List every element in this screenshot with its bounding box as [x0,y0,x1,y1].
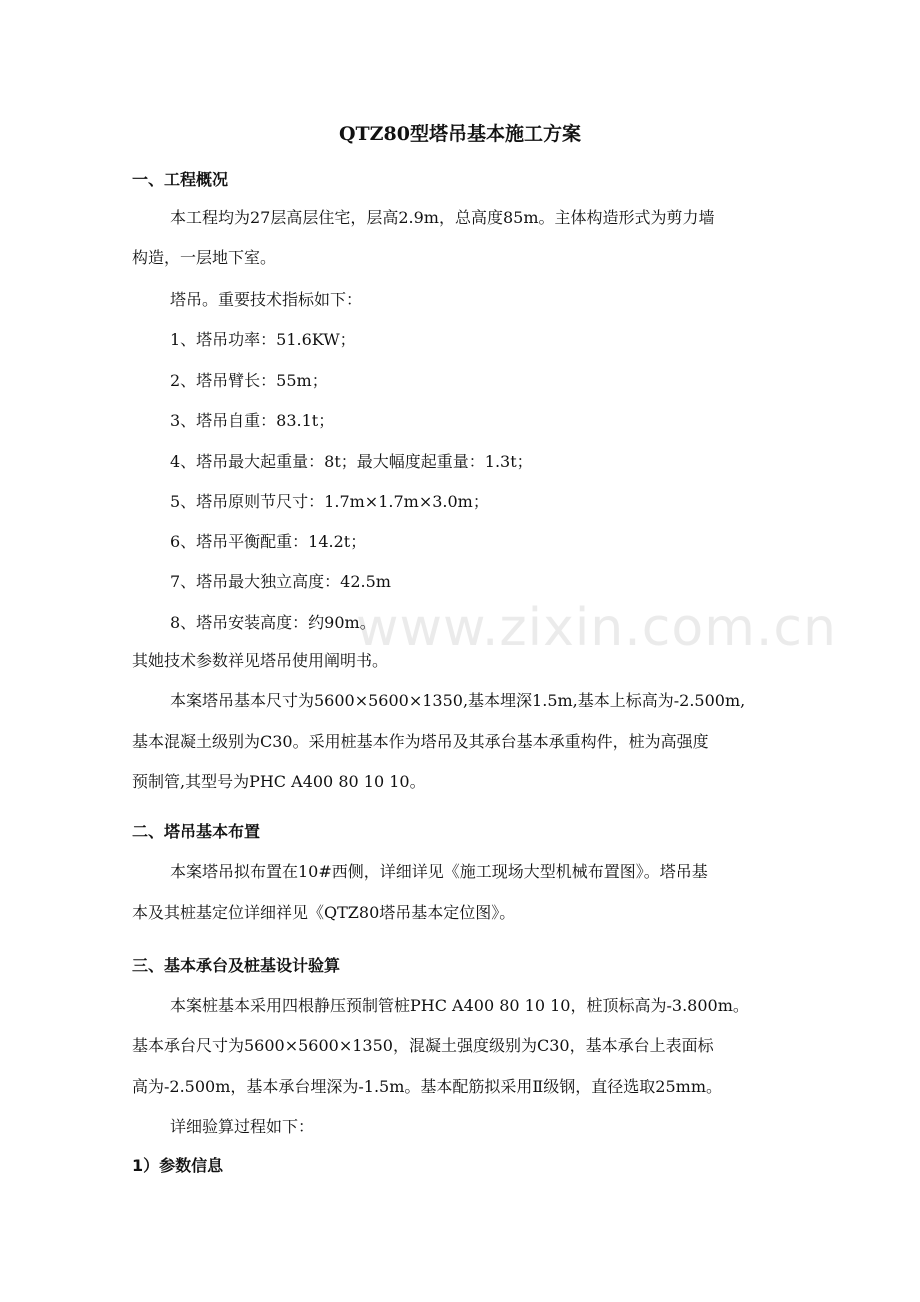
paragraph-line: 本案塔吊拟布置在10#西侧，详细详见《施工现场大型机械布置图》。塔吊基 [170,862,708,881]
spec-item: 3、塔吊自重：83.1t； [170,411,335,430]
paragraph-line: 本案塔吊基本尺寸为5600×5600×1350,基本埋深1.5m,基本上标高为-2.500m, [170,691,746,710]
document-title: QTZ80型塔吊基本施工方案 [338,123,581,145]
section-2-heading: 二、塔吊基本布置 [132,822,261,841]
spec-item: 1、塔吊功率：51.6KW； [170,330,356,349]
paragraph-line: 基本承台尺寸为5600×5600×1350，混凝土强度级别为C30，基本承台上表面标 [132,1036,714,1055]
paragraph-line: 构造，一层地下室。 [132,248,277,267]
spec-item: 5、塔吊原则节尺寸：1.7m×1.7m×3.0m； [170,492,489,511]
paragraph-line: 本工程均为27层高层住宅，层高2.9m，总高度85m。主体构造形式为剪力墙 [170,208,715,227]
paragraph-line: 高为-2.500m，基本承台埋深为-1.5m。基本配筋拟采用Ⅱ级钢，直径选取25mm。 [132,1077,722,1096]
section-1-heading: 一、工程概况 [132,170,229,189]
spec-item: 4、塔吊最大起重量：8t；最大幅度起重量：1.3t； [170,452,533,471]
spec-item: 2、塔吊臂长：55m； [170,371,328,390]
process-intro: 详细验算过程如下： [170,1117,315,1136]
watermark: www.zixin.com.cn [356,598,837,658]
other-params-line: 其她技术参数祥见塔吊使用阐明书。 [132,651,389,670]
spec-item: 7、塔吊最大独立高度：42.5m [170,572,391,591]
spec-item: 8、塔吊安装高度：约90m。 [170,613,376,632]
sub-heading-parameters: 1）参数信息 [132,1156,224,1175]
paragraph-line: 本案桩基本采用四根静压预制管桩PHC A400 80 10 10，桩顶标高为-3.800m。 [170,996,749,1015]
spec-item: 6、塔吊平衡配重：14.2t； [170,532,367,551]
section-3-heading: 三、基本承台及桩基设计验算 [132,956,341,975]
specs-intro: 塔吊。重要技术指标如下： [170,290,363,309]
paragraph-line: 本及其桩基定位详细祥见《QTZ80塔吊基本定位图》。 [132,903,516,922]
paragraph-line: 预制管,其型号为PHC A400 80 10 10。 [132,772,426,791]
paragraph-line: 基本混凝土级别为C30。采用桩基本作为塔吊及其承台基本承重构件，桩为高强度 [132,732,709,751]
